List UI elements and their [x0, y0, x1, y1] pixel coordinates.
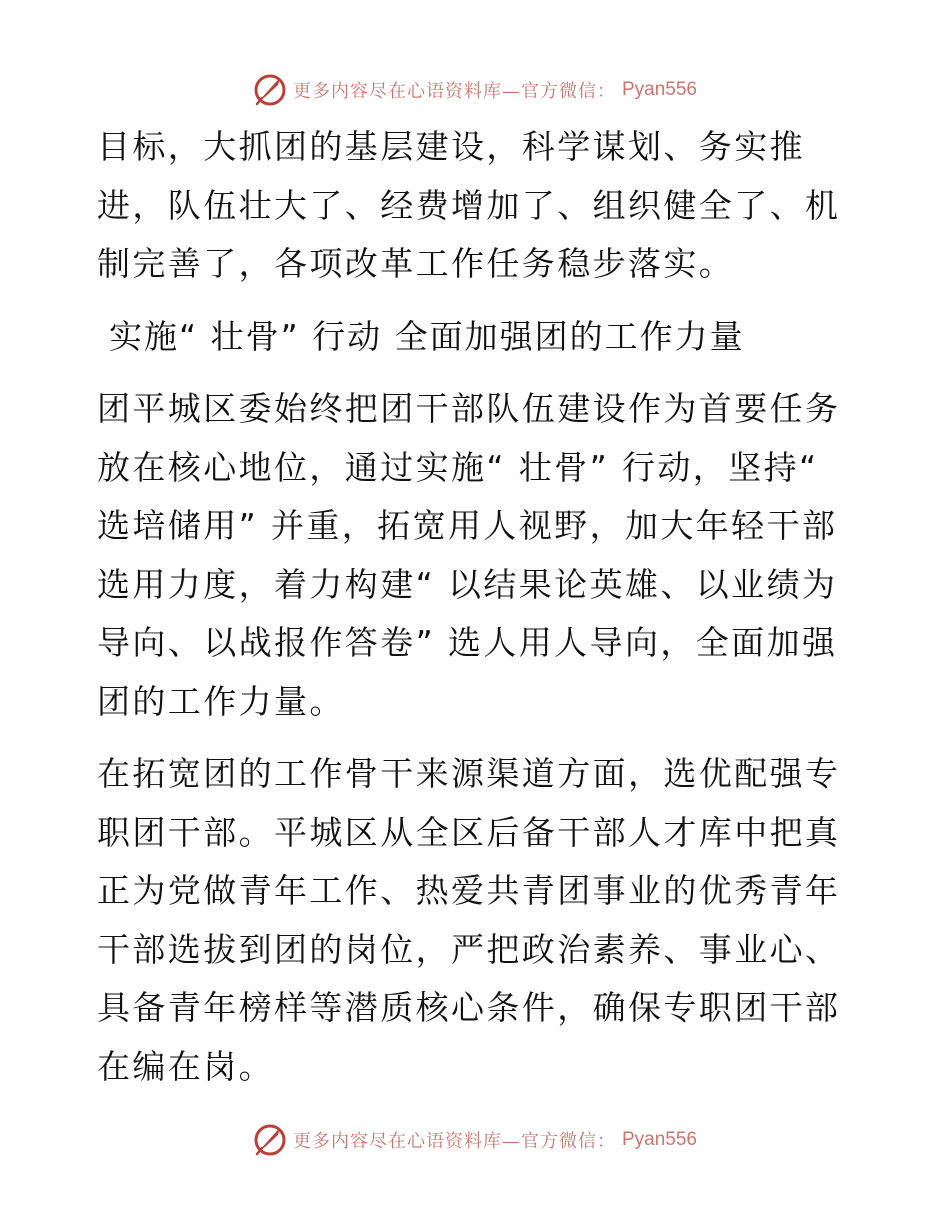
paragraph-1: 目标，大抓团的基层建设，科学谋划、务实推进，队伍壮大了、经费增加了、组织健全了、机制完善了，各项改革工作任务稳步落实。 [97, 127, 841, 283]
quill-seal-icon [253, 73, 287, 107]
footer-text: 更多内容尽在心语资料库—官方微信： [292, 1131, 616, 1152]
header-watermark [0, 70, 950, 110]
document-body [97, 118, 857, 1096]
header-wechat-id: Pyan556 [621, 79, 697, 100]
footer-wechat-id: Pyan556 [621, 1129, 697, 1150]
header-text: 更多内容尽在心语资料库—官方微信： [292, 81, 616, 102]
paragraph-2: 团平城区委始终把团干部队伍建设作为首要任务放在核心地位，通过实施“ 壮骨” 行动，坚持“ 选培储用” 并重，拓宽用人视野，加大年轻干部选用力度，着力构建“ 以结果论英雄、以业绩为导向、以战报作答卷” 选人用人导向，全面加强团的工作力量。 [97, 389, 841, 721]
quill-seal-icon [253, 1123, 287, 1157]
footer-watermark [0, 1120, 950, 1160]
paragraph-3: 在拓宽团的工作骨干来源渠道方面，选优配强专职团干部。平城区从全区后备干部人才库中把真正为党做青年工作、热爱共青团事业的优秀青年干部选拔到团的岗位，严把政治素养、事业心、具备青年榜样等潜质核心条件，确保专职团干部在编在岗。 [97, 754, 841, 1086]
section-heading: 实施“ 壮骨” 行动 全面加强团的工作力量 [109, 316, 745, 356]
